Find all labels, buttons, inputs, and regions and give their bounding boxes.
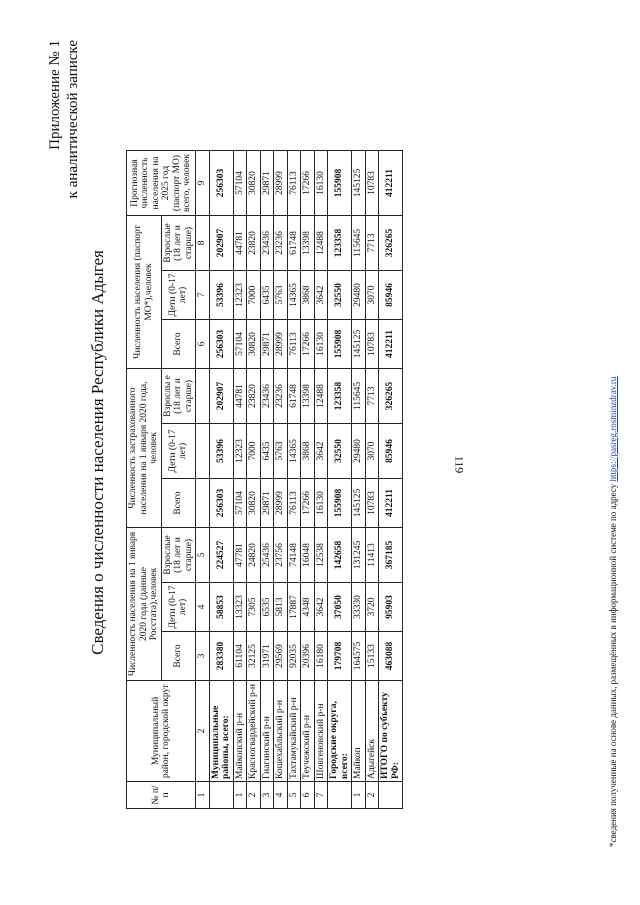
header-district: Муниципальный район, городской округ [127,681,196,782]
table-cell: 29569 [274,632,288,681]
table-cell: 142658 [328,528,352,583]
table-cell: 33330 [352,583,366,632]
table-cell: 202907 [209,369,233,424]
table-row [365,151,379,809]
district-name: Майкопский р-н [233,681,247,782]
table-cell: 155908 [328,320,352,369]
footnote-link[interactable]: https://pasreg.rosminzdrav.ru [608,376,618,482]
table-cell: 32125 [247,632,261,681]
district-name: Муниципальные районы, всего: [209,681,233,782]
header-passport: Численность населения (паспорт МО*),человек [127,216,162,369]
table-cell: 3720 [365,583,379,632]
table-cell: 6535 [260,583,274,632]
table-cell: 13398 [301,216,315,271]
district-name: Городские округа, всего: [328,681,352,782]
table-cell: 412211 [379,320,403,369]
header-total: Всего [161,632,196,681]
page-number-text: 119 [452,455,467,474]
table-cell: 115645 [352,216,366,271]
table-cell: 224527 [209,528,233,583]
table-cell: 44781 [233,216,247,271]
table-cell: 7305 [247,583,261,632]
table-cell: 74148 [287,528,301,583]
table-cell: 53396 [209,271,233,320]
table-cell: 30820 [247,320,261,369]
table-cell: 29871 [260,479,274,528]
table-cell: 13398 [301,369,315,424]
district-name: ИТОГО по субъекту РФ: [379,681,403,782]
table-cell: 3642 [314,271,328,320]
table-cell: 145125 [352,151,366,216]
table-cell: 6435 [260,424,274,479]
table-cell: 155908 [328,151,352,216]
table-cell: 31971 [260,632,274,681]
table-row [352,151,366,809]
table-cell: 16048 [301,528,315,583]
table-cell: 61104 [233,632,247,681]
table-cell: 155908 [328,479,352,528]
row-number [379,782,403,809]
table-cell: 30820 [247,479,261,528]
header-insured: Численность застрахованного населения на 1 января 2020 года, человек [127,369,162,528]
table-cell: 23820 [247,369,261,424]
column-number [196,424,210,479]
table-cell: 14365 [287,271,301,320]
table-cell: 412211 [379,151,403,216]
table-cell: 53396 [209,424,233,479]
header-adults: Взрослы е (18 лет и старше) [161,369,196,424]
row-number: 1 [233,782,247,809]
row-number: 5 [287,782,301,809]
table-cell: 7000 [247,424,261,479]
table-cell: 23236 [274,369,288,424]
table-cell: 24820 [247,528,261,583]
district-name: Кошехабльский р-н [274,681,288,782]
table-cell: 12323 [233,271,247,320]
row-number: 4 [274,782,288,809]
table-cell: 5813 [274,583,288,632]
header-children: Дети (0-17 лет) [161,271,196,320]
table-cell: 6435 [260,271,274,320]
table-cell: 11413 [365,528,379,583]
district-name: Красногвардейский р-н [247,681,261,782]
table-cell: 15133 [365,632,379,681]
table-cell: 12538 [314,528,328,583]
table-cell: 23756 [274,528,288,583]
table-cell: 76113 [287,151,301,216]
table-cell: 115645 [352,369,366,424]
table-cell: 16180 [314,632,328,681]
header-forecast: Прогнозная численность населения на 2025 год (паспорт МО) всего, человек [127,151,196,216]
table-cell: 123358 [328,216,352,271]
district-name: Шовгеновский р-н [314,681,328,782]
column-number [196,479,210,528]
table-cell: 29480 [352,271,366,320]
table-cell: 283380 [209,632,233,681]
table-cell: 7713 [365,216,379,271]
header-adults: Взрослые (18 лет и старше) [161,216,196,271]
table-row [247,151,261,809]
column-number: 8 [196,216,210,271]
table-cell: 85946 [379,424,403,479]
table-cell: 367185 [379,528,403,583]
table-cell: 23436 [260,216,274,271]
table-cell: 12488 [314,216,328,271]
column-number: 6 [196,320,210,369]
table-cell: 76113 [287,320,301,369]
table-cell: 61748 [287,369,301,424]
table-cell: 7713 [365,369,379,424]
table-cell: 256303 [209,479,233,528]
table-cell: 5763 [274,424,288,479]
table-row [260,151,274,809]
table-cell: 23236 [274,216,288,271]
table-cell: 29871 [260,320,274,369]
table-cell: 326265 [379,369,403,424]
row-number [209,782,233,809]
table-cell: 16130 [314,151,328,216]
column-number: 3 [196,632,210,681]
row-number: 2 [247,782,261,809]
table-row [274,151,288,809]
table-cell: 463088 [379,632,403,681]
table-row [233,151,247,809]
table-cell: 145125 [352,320,366,369]
table-cell: 326265 [379,216,403,271]
table-cell: 25436 [260,528,274,583]
column-number-row [196,151,210,809]
table-cell: 85946 [379,271,403,320]
table-cell: 131245 [352,528,366,583]
district-name: Майкоп [352,681,366,782]
table-cell: 17266 [301,479,315,528]
table-cell: 58853 [209,583,233,632]
table-cell: 164575 [352,632,366,681]
table-cell: 256303 [209,151,233,216]
district-name: Теучежский р-н [301,681,315,782]
table-cell: 32550 [328,271,352,320]
appendix-line2: к аналитической записке [65,40,81,199]
table-cell: 256303 [209,320,233,369]
table-cell: 32550 [328,424,352,479]
table-cell: 123358 [328,369,352,424]
header-total: Всего [161,479,196,528]
table-cell: 44781 [233,369,247,424]
table-cell: 23820 [247,216,261,271]
column-number: 4 [196,583,210,632]
table-cell: 3868 [301,271,315,320]
table-cell: 37050 [328,583,352,632]
table-cell: 12323 [233,424,247,479]
table-cell: 10783 [365,320,379,369]
table-cell: 13323 [233,583,247,632]
table-cell: 3070 [365,424,379,479]
table-cell: 12488 [314,369,328,424]
district-name: Адыгейск [365,681,379,782]
header-total: Всего [161,320,196,369]
document-title: Сведения о численности населения Республики Адыгея [88,250,107,655]
table-cell: 28999 [274,151,288,216]
table-cell: 95903 [379,583,403,632]
appendix-block [46,40,82,198]
table-cell: 20396 [301,632,315,681]
appendix-line1: Приложение № 1 [47,40,63,150]
table-cell: 29480 [352,424,366,479]
table-cell: 92035 [287,632,301,681]
table-cell: 61748 [287,216,301,271]
table-cell: 5763 [274,271,288,320]
row-number: 1 [352,782,366,809]
footnote-text: *сведения полученные на основе данных, размещённых в информационной системе по адресу [608,483,618,847]
table-row [379,151,403,809]
table-cell: 10783 [365,479,379,528]
table-cell: 17266 [301,320,315,369]
table-cell: 412211 [379,479,403,528]
table-cell: 10783 [365,151,379,216]
table-cell: 179708 [328,632,352,681]
table-cell: 57104 [233,151,247,216]
column-number [196,369,210,424]
table-cell: 3868 [301,424,315,479]
table-cell: 57104 [233,320,247,369]
table-cell: 17266 [301,151,315,216]
table-cell: 3642 [314,583,328,632]
table-row [209,151,233,809]
table-cell: 76113 [287,479,301,528]
table-row [287,151,301,809]
table-cell: 16130 [314,479,328,528]
table-row [314,151,328,809]
table-cell: 16130 [314,320,328,369]
column-number: 5 [196,528,210,583]
table-row [328,151,352,809]
table-cell: 14365 [287,424,301,479]
table-cell: 23436 [260,369,274,424]
row-number [328,782,352,809]
table-cell: 17887 [287,583,301,632]
column-number: 2 [196,681,210,782]
table-cell: 29871 [260,151,274,216]
table-cell: 47781 [233,528,247,583]
header-rosstat: Численность населения на 1 января 2020 года (данные Росстата),человек [127,528,162,681]
table-cell: 28999 [274,320,288,369]
table-row [301,151,315,809]
row-number: 7 [314,782,328,809]
population-table [126,150,403,809]
district-name: Гиагинский р-н [260,681,274,782]
column-number: 1 [196,782,210,809]
table-cell: 57104 [233,479,247,528]
row-number: 6 [301,782,315,809]
row-number: 3 [260,782,274,809]
table-cell: 3642 [314,424,328,479]
district-name: Тахтамукайский р-н [287,681,301,782]
table-cell: 30820 [247,151,261,216]
header-num: № п/п [127,782,196,809]
footnote [608,377,618,847]
column-number: 7 [196,271,210,320]
table-cell: 3070 [365,271,379,320]
table-cell: 28999 [274,479,288,528]
table-cell: 7000 [247,271,261,320]
table-cell: 145125 [352,479,366,528]
header-children: Дети (0-17 лет) [161,424,196,479]
header-adults: Взрослые (18 лет и старше) [161,528,196,583]
header-children: Дети (0-17 лет) [161,583,196,632]
column-number: 9 [196,151,210,216]
row-number: 2 [365,782,379,809]
table-cell: 4348 [301,583,315,632]
table-cell: 202907 [209,216,233,271]
